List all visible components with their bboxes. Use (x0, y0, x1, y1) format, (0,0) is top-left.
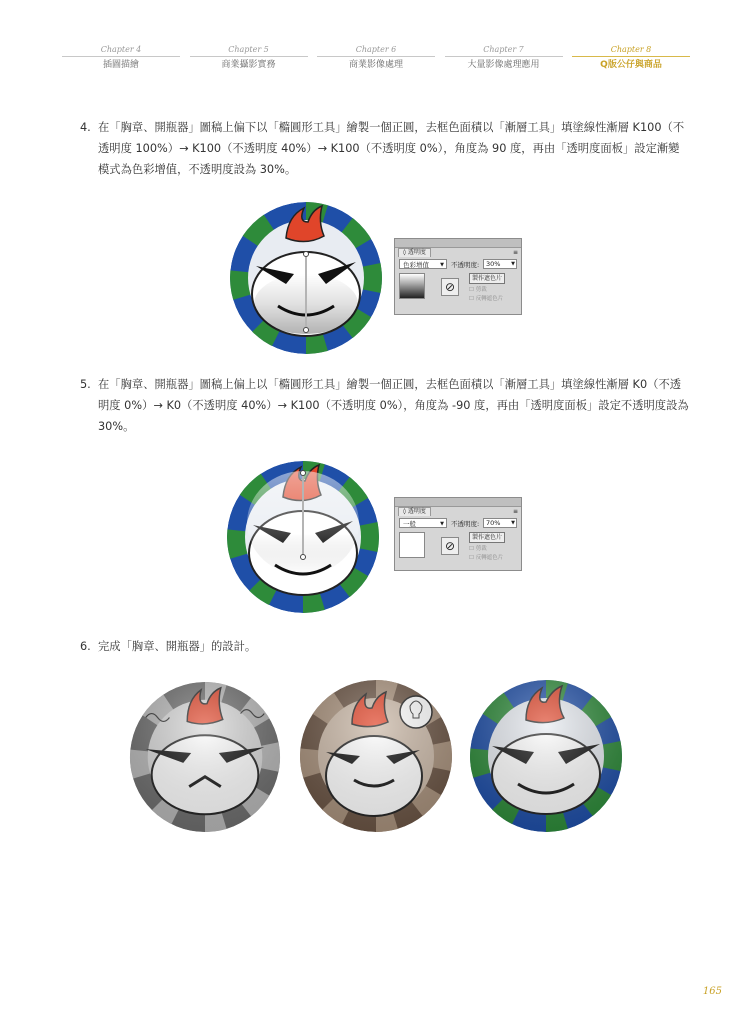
make-mask-button[interactable]: 製作遮色片 (469, 532, 505, 543)
chapter-title: 插圖描繪 (102, 60, 139, 70)
chevron-down-icon: ▼ (511, 261, 515, 267)
badge-with-lower-gradient-circle (226, 198, 386, 358)
make-mask-button[interactable]: 製作遮色片 (469, 273, 505, 284)
badge-figure-step4 (226, 198, 386, 358)
brown-badge-illustration (296, 676, 456, 836)
transparency-panel-1[interactable] (394, 238, 522, 315)
no-mask-icon[interactable]: ⊘ (441, 537, 459, 555)
invert-mask-checkbox[interactable]: ☐ 反轉遮色片 (469, 555, 504, 561)
invert-mask-checkbox[interactable]: ☐ 反轉遮色片 (469, 296, 504, 302)
panel-menu-icon[interactable]: ≡ (512, 508, 518, 515)
step-text: 在「胸章、開瓶器」圖稿上偏上以「橢圓形工具」繪製一個正圓，去框色面積以「漸層工具」填塗線性漸層 K0（不透明度 0%）→ K0（不透明度 40%）→ K100（不透明度 0%），角度為 -90 度，再由「透明度面板」設定不透明度設為 30%。 (98, 378, 689, 433)
gray-badge (126, 678, 284, 836)
opacity-value: 70% (486, 519, 501, 527)
chapter-tab-7[interactable] (445, 44, 563, 70)
chapter-label: Chapter 8 (610, 45, 652, 54)
step-number: 4. (80, 121, 91, 134)
tab-divider (445, 56, 563, 57)
chapter-label: Chapter 4 (100, 45, 142, 54)
chapter-tab-4[interactable] (62, 44, 180, 70)
opacity-input[interactable] (483, 259, 517, 269)
opacity-label: 不透明度: (451, 520, 480, 528)
no-mask-icon[interactable]: ⊘ (441, 278, 459, 296)
step-6 (80, 636, 690, 657)
tab-divider (62, 56, 180, 57)
clip-label: 剪裁 (475, 546, 487, 552)
clip-checkbox[interactable]: ☐ 剪裁 (469, 546, 487, 552)
gradient-thumbnail[interactable] (399, 532, 425, 558)
tab-divider (190, 56, 308, 57)
gray-badge-illustration (126, 678, 284, 836)
chapter-label: Chapter 6 (355, 45, 397, 54)
chapter-nav (62, 44, 690, 70)
panel-tab[interactable]: ◊ 透明度 (398, 507, 431, 516)
clip-checkbox[interactable]: ☐ 剪裁 (469, 287, 487, 293)
chapter-title: 商業影像處理 (348, 60, 403, 70)
gradient-thumbnail[interactable] (399, 273, 425, 299)
chapter-title: 大量影像處理應用 (467, 60, 540, 70)
transparency-panel-2[interactable] (394, 497, 522, 571)
clip-label: 剪裁 (475, 287, 487, 293)
chevron-down-icon: ▼ (440, 262, 444, 268)
step-5 (80, 374, 690, 437)
step-number: 5. (80, 378, 91, 391)
tab-divider (317, 56, 435, 57)
chapter-tab-5[interactable] (190, 44, 308, 70)
panel-titlebar[interactable] (395, 498, 521, 507)
step-text: 完成「胸章、開瓶器」的設計。 (98, 640, 257, 653)
panel-menu-icon[interactable]: ≡ (512, 249, 518, 256)
chapter-label: Chapter 5 (228, 45, 269, 54)
invert-mask-label: 反轉遮色片 (475, 296, 504, 302)
step-text: 在「胸章、開瓶器」圖稿上偏下以「橢圓形工具」繪製一個正圓，去框色面積以「漸層工具」填塗線性漸層 K100（不透明度 100%）→ K100（不透明度 40%）→ K100（不透明度 0%），角度為 90 度，再由「透明度面板」設定漸變模式為色彩增值，不透明度設為 30%。 (98, 121, 685, 176)
blend-mode-select[interactable] (399, 259, 447, 269)
blue-green-badge-illustration (466, 676, 626, 836)
chapter-tab-8[interactable] (572, 44, 690, 70)
chapter-tab-6[interactable] (317, 44, 435, 70)
invert-mask-label: 反轉遮色片 (475, 555, 504, 561)
step-number: 6. (80, 640, 91, 653)
blue-green-badge (466, 676, 626, 836)
brown-badge (296, 676, 456, 836)
opacity-value: 30% (486, 260, 501, 268)
chapter-title: Q版公仔與商品 (600, 60, 662, 70)
chapter-label: Chapter 7 (483, 45, 524, 54)
opacity-input[interactable] (483, 518, 517, 528)
step-4 (80, 117, 690, 180)
panel-titlebar[interactable] (395, 239, 521, 248)
chapter-title: 商業攝影實務 (221, 60, 276, 70)
badge-figure-step5 (223, 457, 383, 617)
blend-mode-select[interactable] (399, 518, 447, 528)
chevron-down-icon: ▼ (511, 520, 515, 526)
opacity-label: 不透明度: (451, 261, 480, 269)
panel-tab[interactable]: ◊ 透明度 (398, 248, 431, 257)
badge-with-upper-gradient-circle (223, 457, 383, 617)
chevron-down-icon: ▼ (440, 521, 444, 527)
blend-mode-value: 色彩增值 (403, 261, 429, 269)
tab-divider (572, 56, 690, 57)
blend-mode-value: 一般 (403, 520, 416, 528)
page-number: 165 (702, 986, 722, 997)
